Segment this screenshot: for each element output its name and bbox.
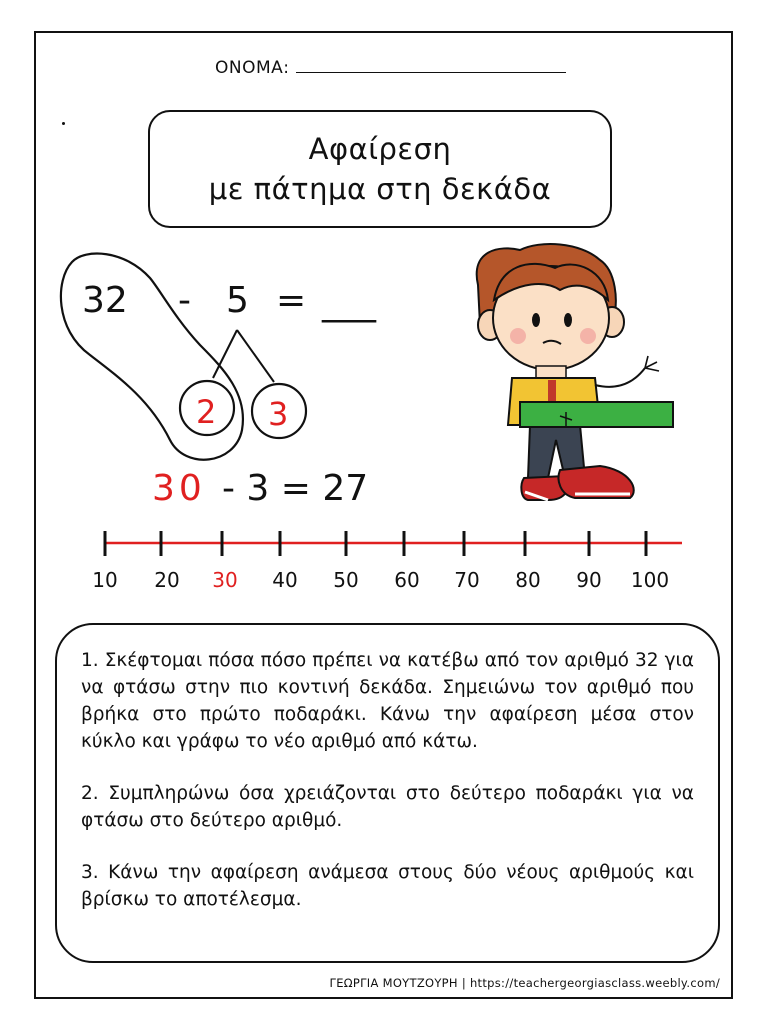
tick-label-60: 60: [394, 568, 420, 592]
name-blank-line[interactable]: [296, 58, 566, 73]
split-left-value: 2: [196, 393, 217, 431]
tick-label-30: 30: [212, 568, 238, 592]
instruction-3: 3. Κάνω την αφαίρεση ανάμεσα στους δύο νέους αριθμούς και βρίσκω το αποτέλεσμα.: [81, 862, 694, 910]
tick-label-20: 20: [154, 568, 180, 592]
equals-sign: =: [276, 280, 307, 321]
title-box: [148, 110, 612, 228]
name-label: ΟΝΟΜΑ:: [215, 58, 290, 78]
stray-dot: [62, 122, 65, 125]
instruction-1: 1. Σκέφτομαι πόσα πόσο πρέπει να κατέβω από τον αριθμό 32 για να φτάσω στην πιο κοντινή δεκάδα. Σημειώνω τον αριθμό που βρήκα στο πρώτο ποδαράκι. Κάνω την αφαίρεση μέσα στον κύκλο και γράφω το νέο αριθμό από κάτω.: [81, 650, 694, 752]
instruction-2: 2. Συμπληρώνω όσα χρειάζονται στο δεύτερο ποδαράκι για να φτάσω στο δεύτερο αριθμό.: [81, 783, 694, 831]
title-line-1: Αφαίρεση: [308, 132, 452, 166]
tick-label-100: 100: [630, 568, 670, 592]
name-field: [215, 58, 566, 78]
tick-label-80: 80: [515, 568, 541, 592]
tick-label-50: 50: [333, 568, 359, 592]
minus-sign: -: [178, 280, 191, 321]
tick-label-70: 70: [454, 568, 480, 592]
step-rest: - 3 = 27: [222, 468, 369, 509]
title-line-2: με πάτημα στη δεκάδα: [208, 172, 552, 206]
answer-blank: ___: [322, 282, 376, 323]
minuend: 32: [82, 280, 128, 321]
subtrahend: 5: [226, 280, 249, 321]
tick-label-90: 90: [576, 568, 602, 592]
instructions-box: [55, 623, 720, 963]
split-right-value: 3: [268, 395, 289, 433]
step-tens: 30: [152, 468, 206, 509]
tick-label-40: 40: [272, 568, 298, 592]
tick-label-10: 10: [92, 568, 118, 592]
footer-credit: ΓΕΩΡΓΙΑ ΜΟΥΤΖΟΥΡΗ | https://teachergeorgiasclass.weebly.com/: [329, 976, 720, 990]
